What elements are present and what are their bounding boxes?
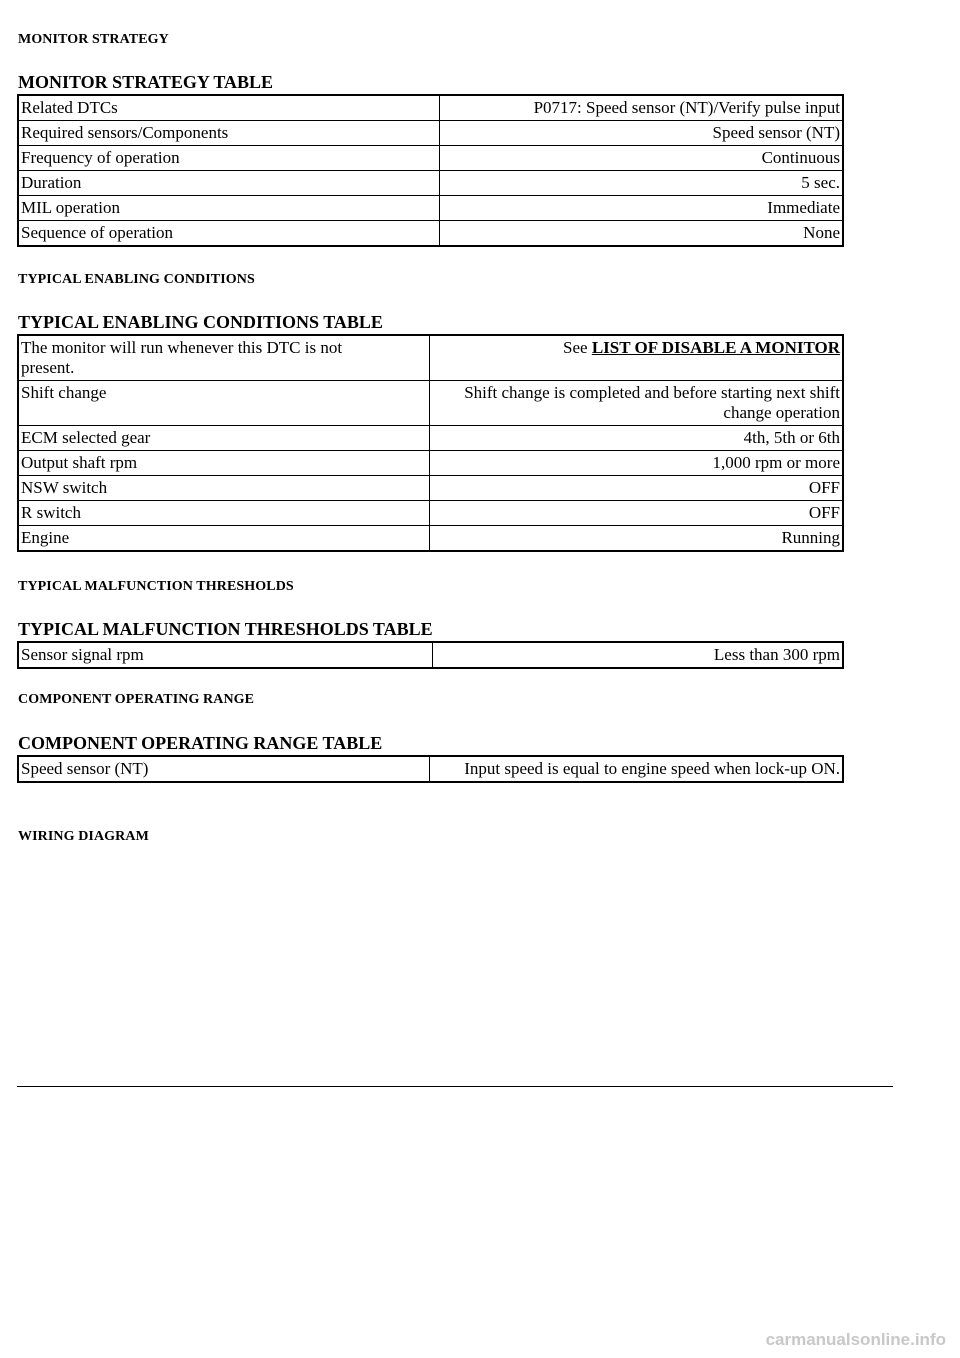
section-heading-malfunction-thresholds: TYPICAL MALFUNCTION THRESHOLDS (18, 579, 294, 594)
malfunction-thresholds-table (17, 641, 844, 669)
row-value: OFF (429, 501, 843, 526)
table-row (18, 756, 843, 782)
row-label: Engine (18, 526, 429, 552)
table-row (18, 196, 843, 221)
row-value: Running (429, 526, 843, 552)
list-of-disable-a-monitor-link[interactable]: LIST OF DISABLE A MONITOR (591, 338, 840, 357)
section-heading-enabling-conditions: TYPICAL ENABLING CONDITIONS (18, 272, 255, 287)
table-row (18, 501, 843, 526)
table-row (18, 121, 843, 146)
section-heading-operating-range: COMPONENT OPERATING RANGE (18, 692, 255, 707)
row-label: Duration (18, 171, 439, 196)
table-title-operating-range: COMPONENT OPERATING RANGE TABLE (18, 733, 383, 753)
table-row (18, 426, 843, 451)
row-value: P0717: Speed sensor (NT)/Verify pulse input (439, 95, 843, 121)
section-heading-monitor-strategy: MONITOR STRATEGY (18, 32, 169, 47)
table-title-enabling-conditions: TYPICAL ENABLING CONDITIONS TABLE (18, 312, 383, 332)
row-value (429, 335, 843, 381)
table-title-malfunction-thresholds: TYPICAL MALFUNCTION THRESHOLDS TABLE (18, 619, 433, 639)
row-value: Continuous (439, 146, 843, 171)
table-row (18, 171, 843, 196)
row-label: R switch (18, 501, 429, 526)
row-value: Immediate (439, 196, 843, 221)
row-label: ECM selected gear (18, 426, 429, 451)
row-value: OFF (429, 476, 843, 501)
row-value: 5 sec. (439, 171, 843, 196)
section-heading-wiring-diagram: WIRING DIAGRAM (18, 829, 149, 844)
table-row (18, 146, 843, 171)
row-value: 1,000 rpm or more (429, 451, 843, 476)
row-value: 4th, 5th or 6th (429, 426, 843, 451)
row-label: Related DTCs (18, 95, 439, 121)
table-row (18, 221, 843, 247)
row-label: Speed sensor (NT) (18, 756, 429, 782)
row-value: None (439, 221, 843, 247)
page-divider (17, 1086, 893, 1087)
operating-range-table (17, 755, 844, 783)
row-label: MIL operation (18, 196, 439, 221)
see-prefix: See (563, 338, 592, 357)
monitor-strategy-table (17, 94, 844, 247)
row-label: NSW switch (18, 476, 429, 501)
row-value: Less than 300 rpm (432, 642, 843, 668)
table-title-monitor-strategy: MONITOR STRATEGY TABLE (18, 72, 274, 92)
row-label: Output shaft rpm (18, 451, 429, 476)
enabling-conditions-table (17, 334, 844, 552)
table-row (18, 476, 843, 501)
table-row (18, 526, 843, 552)
row-label: The monitor will run whenever this DTC is not present. (18, 335, 429, 381)
row-value: Shift change is completed and before starting next shift change operation (429, 381, 843, 426)
row-label: Shift change (18, 381, 429, 426)
table-row (18, 451, 843, 476)
row-label: Sequence of operation (18, 221, 439, 247)
table-row (18, 335, 843, 381)
table-row (18, 381, 843, 426)
table-row (18, 95, 843, 121)
row-value: Speed sensor (NT) (439, 121, 843, 146)
table-row (18, 642, 843, 668)
watermark: carmanualsonline.info (765, 1330, 946, 1349)
row-value: Input speed is equal to engine speed when lock-up ON. (429, 756, 843, 782)
row-label: Frequency of operation (18, 146, 439, 171)
row-label: Required sensors/Components (18, 121, 439, 146)
row-label: Sensor signal rpm (18, 642, 432, 668)
